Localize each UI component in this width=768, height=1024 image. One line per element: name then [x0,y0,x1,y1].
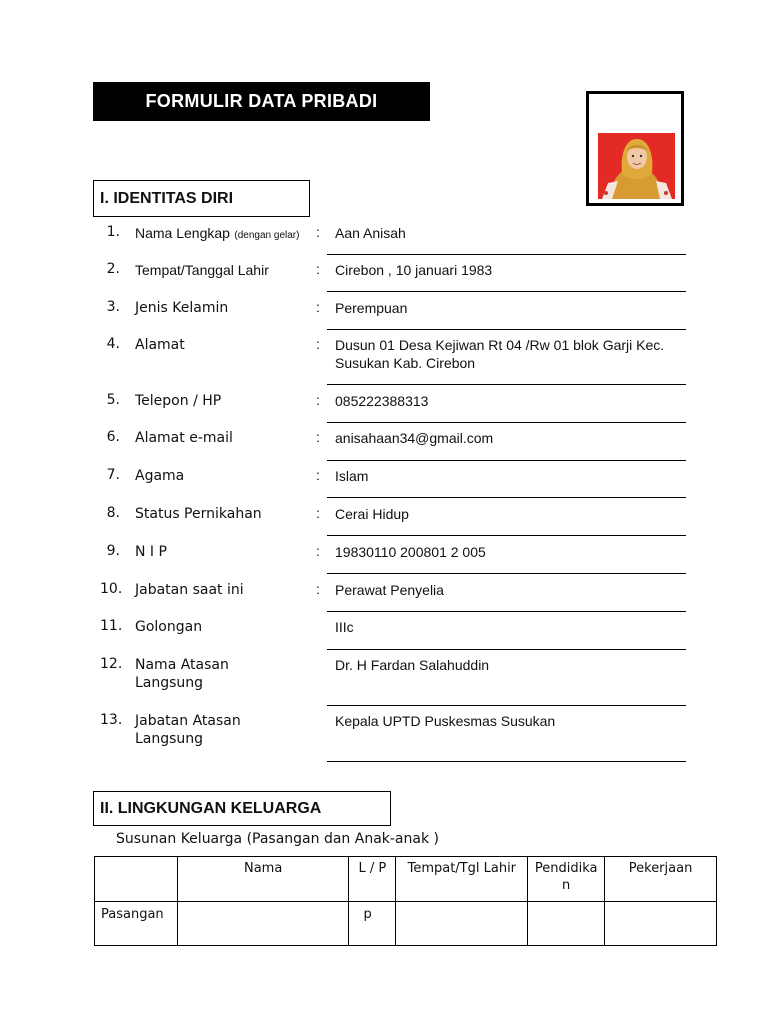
value-underline [327,705,686,706]
field-colon: : [316,429,320,445]
table-cell [528,902,605,946]
field-colon: : [316,543,320,559]
field-number: 2. [106,261,120,277]
field-value: 19830110 200801 2 005 [335,544,486,560]
field-label: Status Pernikahan [135,506,262,522]
value-underline [327,422,686,423]
table-row [95,902,717,946]
field-number: 10. [100,581,123,597]
field-label: N I P [135,544,167,560]
table-header: L / P [349,857,396,902]
field-colon: : [316,261,320,277]
value-underline [327,497,686,498]
field-value: Dusun 01 Desa Kejiwan Rt 04 /Rw 01 blok Garji Kec. Susukan Kab. Cirebon [335,337,665,371]
field-label: Jabatan Atasan Langsung [135,713,241,747]
section-lingkungan-keluarga: II. LINGKUNGAN KELUARGA [93,791,391,826]
form-title: FORMULIR DATA PRIBADI [93,82,430,121]
value-underline [327,329,686,330]
field-colon: : [316,224,320,240]
field-label: Jenis Kelamin [135,300,229,316]
table-cell: p [349,902,396,946]
field-note: (dengan gelar) [234,230,300,241]
table-header: Nama [177,857,349,902]
family-table [94,856,717,946]
value-underline [327,460,686,461]
table-cell [177,902,349,946]
field-number: 3. [106,299,120,315]
photo-frame [586,91,684,206]
field-number: 12. [100,656,123,672]
family-subtitle: Susunan Keluarga (Pasangan dan Anak-anak ) [116,831,439,847]
field-label: Nama Lengkap (dengan gelar) [135,225,300,241]
field-label: Agama [135,468,185,484]
table-cell: Pasangan [95,902,178,946]
field-label: Golongan [135,619,203,635]
value-underline [327,611,686,612]
field-value: Aan Anisah [335,225,406,241]
field-label: Tempat/Tanggal Lahir [135,262,269,278]
field-colon: : [316,581,320,597]
table-header-row [95,857,717,902]
field-label: Telepon / HP [135,393,222,409]
field-colon: : [316,299,320,315]
profile-photo [598,133,675,199]
field-label: Jabatan saat ini [135,582,244,598]
field-label: Alamat e-mail [135,430,233,446]
field-value: Islam [335,468,369,484]
field-value: Dr. H Fardan Salahuddin [335,657,490,673]
field-value: Cirebon , 10 januari 1983 [335,262,493,278]
field-number: 9. [106,543,120,559]
field-number: 11. [100,618,123,634]
field-value: anisahaan34@gmail.com [335,430,494,446]
field-number: 6. [106,429,120,445]
field-colon: : [316,392,320,408]
value-underline [327,254,686,255]
field-value: IIIc [335,619,354,635]
section-identitas-diri: I. IDENTITAS DIRI [93,180,310,217]
field-value: Kepala UPTD Puskesmas Susukan [335,713,556,729]
field-colon: : [316,467,320,483]
field-number: 5. [106,392,120,408]
value-underline [327,384,686,385]
table-cell [605,902,717,946]
field-colon: : [316,505,320,521]
value-underline [327,573,686,574]
value-underline [327,291,686,292]
table-header [95,857,178,902]
field-number: 4. [106,336,120,352]
field-label: Alamat [135,337,185,353]
field-value: Cerai Hidup [335,506,409,522]
field-value: 085222388313 [335,393,429,409]
table-header: Pendidikan [528,857,605,902]
field-label: Nama Atasan Langsung [135,657,229,691]
value-underline [327,761,686,762]
field-number: 8. [106,505,120,521]
table-header: Tempat/Tgl Lahir [396,857,528,902]
field-value: Perempuan [335,300,408,316]
value-underline [327,649,686,650]
field-number: 13. [100,712,123,728]
field-number: 7. [106,467,120,483]
field-number: 1. [106,224,120,240]
table-header: Pekerjaan [605,857,717,902]
table-cell [396,902,528,946]
value-underline [327,535,686,536]
field-colon: : [316,336,320,352]
field-value: Perawat Penyelia [335,582,444,598]
